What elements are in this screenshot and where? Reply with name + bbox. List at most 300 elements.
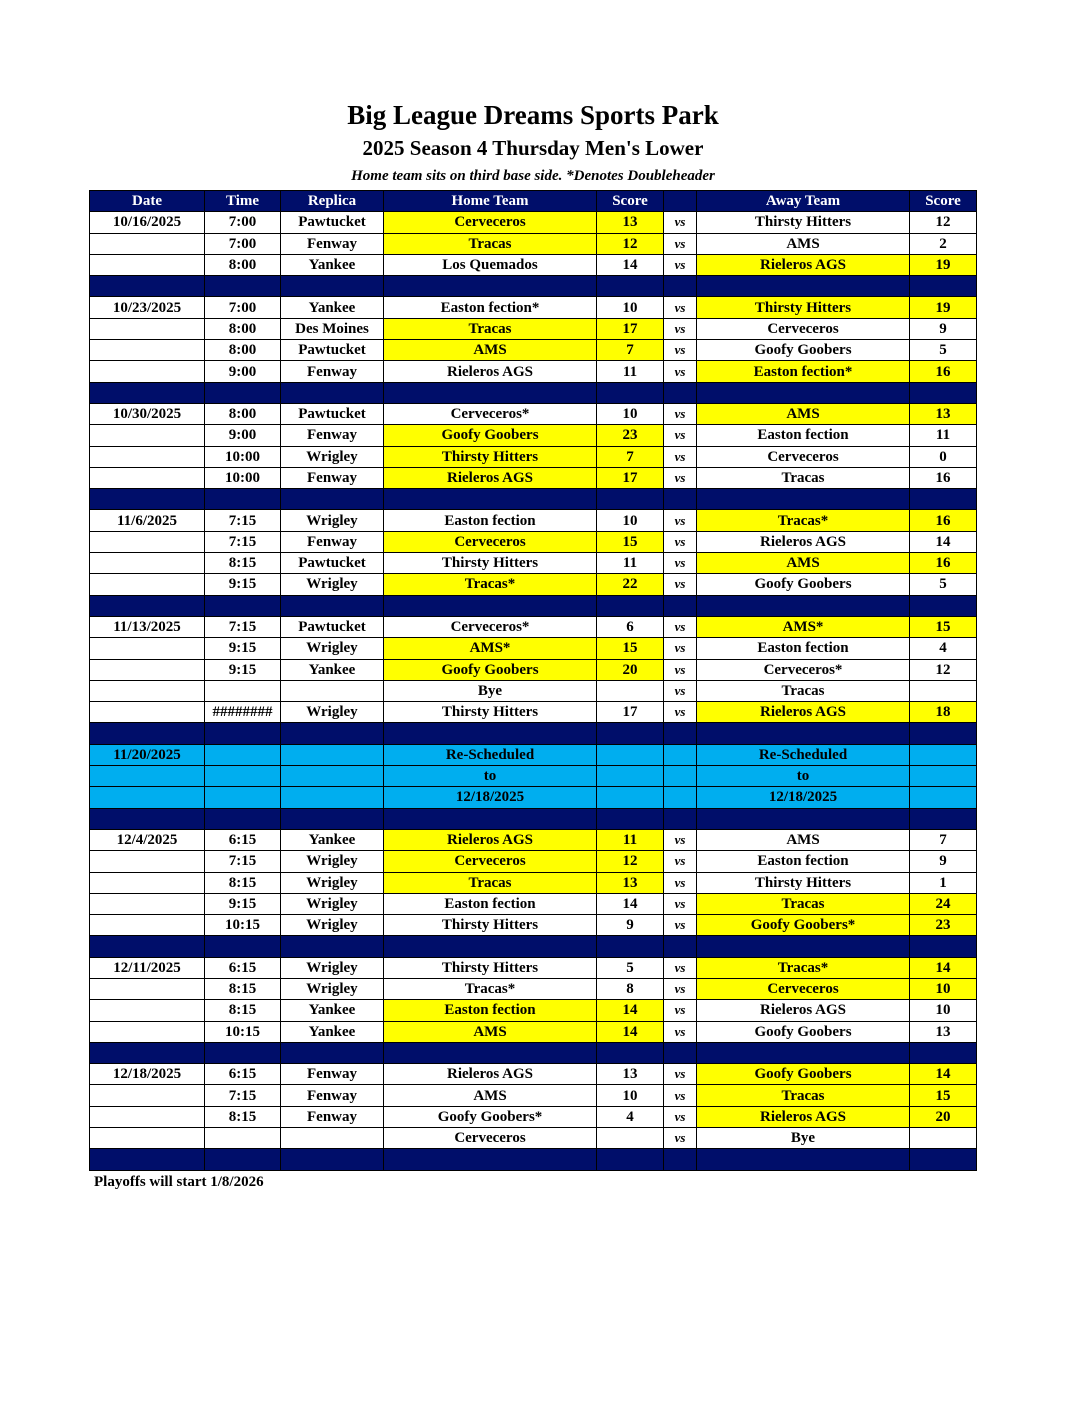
separator-cell	[910, 808, 977, 829]
home-team-cell: Cerveceros*	[384, 403, 597, 424]
home-team-cell: AMS	[384, 1021, 597, 1042]
date-cell	[90, 553, 205, 574]
home-team-cell: AMS	[384, 1085, 597, 1106]
separator-cell	[281, 808, 384, 829]
away-team-cell: Tracas	[697, 1085, 910, 1106]
time-cell: 6:15	[205, 829, 281, 850]
rescheduled-row	[90, 744, 977, 765]
page-title: Big League Dreams Sports Park	[347, 100, 719, 130]
home-team-cell: Bye	[384, 680, 597, 701]
game-row	[90, 893, 977, 914]
playoffs-note: Playoffs will start 1/8/2026	[94, 1174, 264, 1190]
date-cell: 12/11/2025	[90, 957, 205, 978]
away-score-cell: 24	[910, 893, 977, 914]
header-time: Time	[205, 191, 281, 212]
time-cell: 10:00	[205, 467, 281, 488]
away-team-cell: Cerveceros*	[697, 659, 910, 680]
away-score-cell	[910, 787, 977, 808]
away-team-cell: Rieleros AGS	[697, 702, 910, 723]
header-vs	[664, 191, 697, 212]
time-cell: 7:00	[205, 212, 281, 233]
away-team-cell: Cerveceros	[697, 318, 910, 339]
separator-cell	[384, 382, 597, 403]
home-score-cell: 7	[597, 446, 664, 467]
away-team-cell: to	[697, 766, 910, 787]
replica-cell: Pawtucket	[281, 340, 384, 361]
away-score-cell: 12	[910, 212, 977, 233]
separator-cell	[384, 489, 597, 510]
separator-cell	[697, 808, 910, 829]
separator-cell	[205, 276, 281, 297]
separator-cell	[205, 1149, 281, 1170]
replica-cell: Wrigley	[281, 915, 384, 936]
time-cell: 6:15	[205, 1064, 281, 1085]
away-score-cell: 15	[910, 616, 977, 637]
time-cell: 10:00	[205, 446, 281, 467]
game-row	[90, 254, 977, 275]
replica-cell: Wrigley	[281, 702, 384, 723]
away-team-cell: Thirsty Hitters	[697, 212, 910, 233]
replica-cell: Wrigley	[281, 851, 384, 872]
replica-cell	[281, 766, 384, 787]
home-score-cell: 17	[597, 318, 664, 339]
replica-cell: Fenway	[281, 1106, 384, 1127]
game-row	[90, 1106, 977, 1127]
date-cell	[90, 531, 205, 552]
date-cell: 11/6/2025	[90, 510, 205, 531]
replica-cell: Yankee	[281, 829, 384, 850]
replica-cell: Yankee	[281, 297, 384, 318]
vs-cell	[664, 766, 697, 787]
date-cell: 12/18/2025	[90, 1064, 205, 1085]
home-score-cell	[597, 787, 664, 808]
away-score-cell: 16	[910, 510, 977, 531]
game-row	[90, 638, 977, 659]
home-score-cell: 15	[597, 531, 664, 552]
vs-cell: vs	[664, 553, 697, 574]
time-cell: 8:00	[205, 254, 281, 275]
replica-cell: Pawtucket	[281, 403, 384, 424]
separator-row	[90, 276, 977, 297]
game-row	[90, 318, 977, 339]
separator-cell	[205, 382, 281, 403]
date-cell	[90, 851, 205, 872]
replica-cell: Wrigley	[281, 574, 384, 595]
home-team-cell: Easton fection*	[384, 297, 597, 318]
time-cell: 6:15	[205, 957, 281, 978]
replica-cell: Wrigley	[281, 957, 384, 978]
away-team-cell: Bye	[697, 1128, 910, 1149]
date-cell	[90, 361, 205, 382]
separator-cell	[910, 595, 977, 616]
home-team-cell: Goofy Goobers	[384, 425, 597, 446]
away-team-cell: AMS	[697, 233, 910, 254]
date-cell	[90, 574, 205, 595]
separator-cell	[664, 489, 697, 510]
home-team-cell: Thirsty Hitters	[384, 446, 597, 467]
away-score-cell: 12	[910, 659, 977, 680]
time-cell: 9:15	[205, 659, 281, 680]
home-score-cell: 11	[597, 553, 664, 574]
away-team-cell: AMS	[697, 829, 910, 850]
home-team-cell: Cerveceros	[384, 212, 597, 233]
separator-cell	[664, 276, 697, 297]
date-cell	[90, 680, 205, 701]
separator-cell	[384, 936, 597, 957]
time-cell: 9:00	[205, 425, 281, 446]
time-cell: 7:15	[205, 1085, 281, 1106]
home-score-cell: 10	[597, 510, 664, 531]
time-cell: 8:15	[205, 553, 281, 574]
date-cell: 10/23/2025	[90, 297, 205, 318]
home-team-cell: Thirsty Hitters	[384, 553, 597, 574]
home-score-cell: 11	[597, 829, 664, 850]
header-date: Date	[90, 191, 205, 212]
home-score-cell: 13	[597, 872, 664, 893]
separator-cell	[664, 382, 697, 403]
away-team-cell: Easton fection	[697, 425, 910, 446]
vs-cell: vs	[664, 851, 697, 872]
away-team-cell: Cerveceros	[697, 446, 910, 467]
replica-cell: Fenway	[281, 1064, 384, 1085]
game-row	[90, 915, 977, 936]
away-score-cell: 13	[910, 403, 977, 424]
date-cell	[90, 1085, 205, 1106]
time-cell: 7:15	[205, 616, 281, 637]
away-score-cell: 9	[910, 318, 977, 339]
home-team-cell: Easton fection	[384, 1000, 597, 1021]
away-score-cell	[910, 766, 977, 787]
away-team-cell: Re-Scheduled	[697, 744, 910, 765]
away-score-cell: 7	[910, 829, 977, 850]
away-team-cell: Cerveceros	[697, 978, 910, 999]
date-cell	[90, 893, 205, 914]
time-cell: 8:00	[205, 318, 281, 339]
separator-cell	[205, 1042, 281, 1063]
date-cell	[90, 233, 205, 254]
separator-cell	[697, 723, 910, 744]
away-team-cell: Goofy Goobers	[697, 574, 910, 595]
vs-cell: vs	[664, 915, 697, 936]
vs-cell: vs	[664, 254, 697, 275]
separator-cell	[697, 489, 910, 510]
date-cell	[90, 446, 205, 467]
separator-cell	[664, 595, 697, 616]
replica-cell: Yankee	[281, 1000, 384, 1021]
header-home-score: Score	[597, 191, 664, 212]
away-team-cell: Tracas	[697, 893, 910, 914]
home-team-cell: 12/18/2025	[384, 787, 597, 808]
game-row	[90, 467, 977, 488]
home-team-cell: Cerveceros*	[384, 616, 597, 637]
home-team-cell: Easton fection	[384, 510, 597, 531]
date-cell: 11/20/2025	[90, 744, 205, 765]
away-score-cell: 10	[910, 978, 977, 999]
separator-cell	[910, 382, 977, 403]
away-team-cell: Thirsty Hitters	[697, 297, 910, 318]
home-score-cell: 6	[597, 616, 664, 637]
home-score-cell: 10	[597, 297, 664, 318]
home-score-cell: 20	[597, 659, 664, 680]
home-team-cell: Tracas*	[384, 978, 597, 999]
vs-cell: vs	[664, 872, 697, 893]
game-row	[90, 233, 977, 254]
vs-cell: vs	[664, 638, 697, 659]
home-score-cell: 17	[597, 467, 664, 488]
game-row	[90, 361, 977, 382]
game-row	[90, 659, 977, 680]
schedule-note: Home team sits on third base side. *Denotes Doubleheader	[351, 168, 715, 184]
separator-cell	[90, 808, 205, 829]
home-team-cell: AMS*	[384, 638, 597, 659]
separator-cell	[384, 808, 597, 829]
replica-cell: Yankee	[281, 254, 384, 275]
separator-cell	[597, 276, 664, 297]
home-team-cell: Tracas	[384, 233, 597, 254]
away-team-cell: Easton fection	[697, 638, 910, 659]
vs-cell: vs	[664, 659, 697, 680]
game-row	[90, 510, 977, 531]
separator-cell	[90, 1149, 205, 1170]
home-score-cell: 12	[597, 233, 664, 254]
separator-cell	[597, 936, 664, 957]
vs-cell: vs	[664, 1106, 697, 1127]
replica-cell: Fenway	[281, 467, 384, 488]
replica-cell: Yankee	[281, 1021, 384, 1042]
separator-cell	[384, 276, 597, 297]
away-score-cell	[910, 1128, 977, 1149]
vs-cell: vs	[664, 1085, 697, 1106]
separator-cell	[90, 595, 205, 616]
away-score-cell: 10	[910, 1000, 977, 1021]
date-cell	[90, 1128, 205, 1149]
separator-cell	[664, 723, 697, 744]
away-team-cell: Goofy Goobers	[697, 340, 910, 361]
separator-cell	[597, 489, 664, 510]
header-replica: Replica	[281, 191, 384, 212]
game-row	[90, 340, 977, 361]
page-subtitle: 2025 Season 4 Thursday Men's Lower	[362, 136, 704, 160]
separator-cell	[910, 489, 977, 510]
away-team-cell: Easton fection	[697, 851, 910, 872]
home-score-cell	[597, 766, 664, 787]
game-row	[90, 1085, 977, 1106]
home-score-cell: 13	[597, 212, 664, 233]
away-score-cell: 11	[910, 425, 977, 446]
date-cell: 10/16/2025	[90, 212, 205, 233]
replica-cell: Yankee	[281, 659, 384, 680]
away-team-cell: Goofy Goobers	[697, 1021, 910, 1042]
vs-cell: vs	[664, 467, 697, 488]
away-team-cell: Rieleros AGS	[697, 531, 910, 552]
time-cell: 7:15	[205, 510, 281, 531]
home-score-cell: 5	[597, 957, 664, 978]
separator-cell	[697, 1042, 910, 1063]
separator-cell	[90, 382, 205, 403]
away-team-cell: Goofy Goobers	[697, 1064, 910, 1085]
date-cell	[90, 318, 205, 339]
separator-cell	[597, 723, 664, 744]
home-score-cell: 14	[597, 254, 664, 275]
vs-cell: vs	[664, 212, 697, 233]
away-score-cell: 1	[910, 872, 977, 893]
separator-cell	[281, 489, 384, 510]
home-score-cell: 7	[597, 340, 664, 361]
home-score-cell: 23	[597, 425, 664, 446]
away-team-cell: Easton fection*	[697, 361, 910, 382]
separator-row	[90, 808, 977, 829]
separator-cell	[597, 1149, 664, 1170]
game-row	[90, 212, 977, 233]
home-score-cell: 22	[597, 574, 664, 595]
header-away-score: Score	[910, 191, 977, 212]
time-cell: 7:00	[205, 297, 281, 318]
time-cell: 8:15	[205, 978, 281, 999]
time-cell: 8:15	[205, 872, 281, 893]
replica-cell	[281, 787, 384, 808]
replica-cell: Wrigley	[281, 446, 384, 467]
away-score-cell: 13	[910, 1021, 977, 1042]
schedule-table	[89, 190, 977, 1171]
away-score-cell: 19	[910, 297, 977, 318]
home-score-cell: 14	[597, 1021, 664, 1042]
vs-cell: vs	[664, 893, 697, 914]
vs-cell: vs	[664, 1064, 697, 1085]
vs-cell: vs	[664, 510, 697, 531]
home-team-cell: Rieleros AGS	[384, 1064, 597, 1085]
separator-cell	[384, 595, 597, 616]
home-score-cell: 4	[597, 1106, 664, 1127]
replica-cell: Pawtucket	[281, 616, 384, 637]
time-cell: 8:15	[205, 1000, 281, 1021]
time-cell	[205, 1128, 281, 1149]
game-row	[90, 574, 977, 595]
date-cell	[90, 1106, 205, 1127]
time-cell: 10:15	[205, 1021, 281, 1042]
away-team-cell: Rieleros AGS	[697, 1000, 910, 1021]
vs-cell	[664, 744, 697, 765]
home-score-cell: 9	[597, 915, 664, 936]
away-team-cell: Tracas	[697, 680, 910, 701]
separator-cell	[697, 936, 910, 957]
replica-cell	[281, 680, 384, 701]
separator-cell	[281, 1042, 384, 1063]
game-row	[90, 403, 977, 424]
home-team-cell: AMS	[384, 340, 597, 361]
header-away-team: Away Team	[697, 191, 910, 212]
replica-cell: Wrigley	[281, 978, 384, 999]
home-team-cell: Los Quemados	[384, 254, 597, 275]
away-team-cell: Tracas*	[697, 957, 910, 978]
separator-cell	[910, 276, 977, 297]
date-cell: 12/4/2025	[90, 829, 205, 850]
game-row	[90, 297, 977, 318]
game-row	[90, 957, 977, 978]
separator-cell	[597, 808, 664, 829]
home-team-cell: Cerveceros	[384, 1128, 597, 1149]
home-team-cell: Thirsty Hitters	[384, 957, 597, 978]
rescheduled-row	[90, 787, 977, 808]
time-cell: 7:00	[205, 233, 281, 254]
home-team-cell: Re-Scheduled	[384, 744, 597, 765]
time-cell: 9:00	[205, 361, 281, 382]
separator-cell	[664, 808, 697, 829]
separator-cell	[384, 1149, 597, 1170]
time-cell: 8:00	[205, 340, 281, 361]
separator-cell	[697, 276, 910, 297]
away-team-cell: Tracas*	[697, 510, 910, 531]
replica-cell: Wrigley	[281, 872, 384, 893]
home-team-cell: to	[384, 766, 597, 787]
separator-cell	[205, 723, 281, 744]
home-score-cell: 12	[597, 851, 664, 872]
separator-row	[90, 936, 977, 957]
vs-cell: vs	[664, 1000, 697, 1021]
away-score-cell: 5	[910, 574, 977, 595]
date-cell	[90, 702, 205, 723]
away-score-cell: 23	[910, 915, 977, 936]
separator-cell	[205, 808, 281, 829]
game-row	[90, 1000, 977, 1021]
vs-cell: vs	[664, 702, 697, 723]
vs-cell: vs	[664, 361, 697, 382]
away-team-cell: 12/18/2025	[697, 787, 910, 808]
vs-cell: vs	[664, 829, 697, 850]
separator-cell	[90, 936, 205, 957]
separator-cell	[281, 276, 384, 297]
separator-cell	[910, 1042, 977, 1063]
away-team-cell: Rieleros AGS	[697, 254, 910, 275]
replica-cell: Pawtucket	[281, 212, 384, 233]
time-cell: 8:15	[205, 1106, 281, 1127]
time-cell: 7:15	[205, 851, 281, 872]
date-cell	[90, 638, 205, 659]
home-team-cell: Tracas	[384, 318, 597, 339]
replica-cell: Fenway	[281, 233, 384, 254]
home-team-cell: Thirsty Hitters	[384, 702, 597, 723]
vs-cell: vs	[664, 1021, 697, 1042]
time-cell: 10:15	[205, 915, 281, 936]
separator-cell	[90, 1042, 205, 1063]
time-cell	[205, 744, 281, 765]
time-cell	[205, 766, 281, 787]
home-team-cell: Goofy Goobers*	[384, 1106, 597, 1127]
separator-cell	[597, 382, 664, 403]
separator-cell	[281, 382, 384, 403]
replica-cell: Fenway	[281, 1085, 384, 1106]
time-cell: 7:15	[205, 531, 281, 552]
replica-cell: Pawtucket	[281, 553, 384, 574]
schedule-body	[90, 212, 977, 1170]
date-cell	[90, 1021, 205, 1042]
separator-cell	[910, 936, 977, 957]
separator-cell	[205, 936, 281, 957]
away-score-cell: 15	[910, 1085, 977, 1106]
away-score-cell: 4	[910, 638, 977, 659]
away-team-cell: Goofy Goobers*	[697, 915, 910, 936]
away-score-cell: 5	[910, 340, 977, 361]
game-row	[90, 978, 977, 999]
replica-cell	[281, 1128, 384, 1149]
header-home-team: Home Team	[384, 191, 597, 212]
game-row	[90, 531, 977, 552]
home-score-cell	[597, 744, 664, 765]
replica-cell: Fenway	[281, 425, 384, 446]
home-team-cell: Rieleros AGS	[384, 361, 597, 382]
away-team-cell: Tracas	[697, 467, 910, 488]
home-score-cell	[597, 680, 664, 701]
vs-cell: vs	[664, 318, 697, 339]
